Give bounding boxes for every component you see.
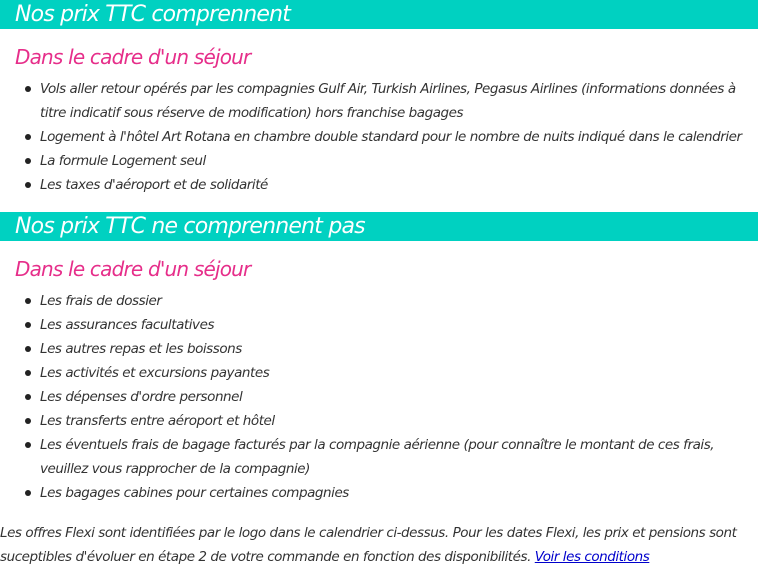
excluded-subheading: Dans le cadre d'un séjour — [15, 257, 251, 281]
excluded-banner — [0, 212, 758, 241]
flexi-footer-note — [0, 521, 758, 569]
list-item: Les transferts entre aéroport et hôtel — [40, 409, 744, 433]
list-item: Les bagages cabines pour certaines compagnies — [40, 481, 744, 505]
excluded-list — [0, 289, 758, 505]
list-item: Les activités et excursions payantes — [40, 361, 744, 385]
list-item: Logement à l'hôtel Art Rotana en chambre double standard pour le nombre de nuits indiqué dans le calendrier — [40, 125, 744, 149]
excluded-banner-title: Nos prix TTC ne comprennent pas — [15, 214, 365, 239]
list-item: Les taxes d'aéroport et de solidarité — [40, 173, 744, 197]
list-item: Les dépenses d'ordre personnel — [40, 385, 744, 409]
list-item: Les éventuels frais de bagage facturés par la compagnie aérienne (pour connaître le montant de ces frais, veuillez vous rapprocher de la compagnie) — [40, 433, 744, 481]
list-item: Les assurances facultatives — [40, 313, 744, 337]
list-item: Les frais de dossier — [40, 289, 744, 313]
flexi-footer-text: Les offres Flexi sont identifiées par le logo dans le calendrier ci-dessus. Pour les dates Flexi, les prix et pensions sont suceptibles d'évoluer en étape 2 de votre commande en fonction des disponibilités. — [0, 525, 737, 565]
list-item: La formule Logement seul — [40, 149, 744, 173]
list-item: Vols aller retour opérés par les compagnies Gulf Air, Turkish Airlines, Pegasus Airlines (informations données à titre indicatif sous réserve de modification) hors franchise bagages — [40, 77, 744, 125]
included-subheading: Dans le cadre d'un séjour — [15, 45, 251, 69]
included-list — [0, 77, 758, 197]
included-banner-title: Nos prix TTC comprennent — [15, 2, 291, 27]
included-banner — [0, 0, 758, 29]
conditions-link[interactable]: Voir les conditions — [534, 549, 650, 565]
list-item: Les autres repas et les boissons — [40, 337, 744, 361]
